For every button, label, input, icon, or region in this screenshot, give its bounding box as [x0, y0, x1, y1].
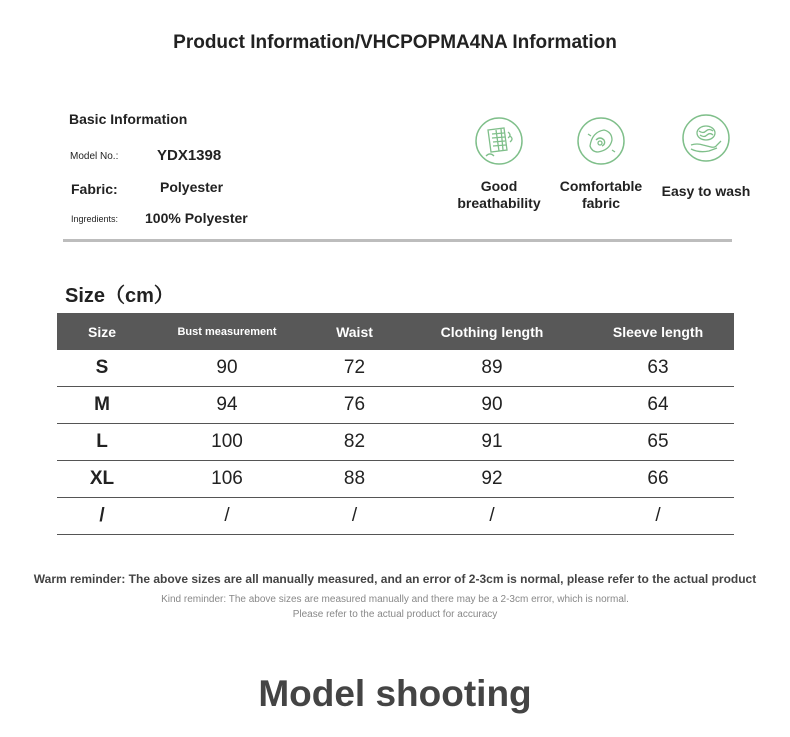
- feature-text-line1: Comfortable: [559, 178, 643, 194]
- cell-clothing-length: /: [402, 498, 582, 535]
- feature-text-line2: breathability: [457, 195, 541, 211]
- cell-clothing-length: 90: [402, 387, 582, 424]
- header-clothing-length: Clothing length: [402, 313, 582, 350]
- cell-clothing-length: 92: [402, 461, 582, 498]
- cell-sleeve-length: 64: [582, 387, 734, 424]
- cell-size: M: [57, 387, 147, 424]
- header-size: Size: [57, 313, 147, 350]
- header-waist: Waist: [307, 313, 402, 350]
- size-title: Size（cm）: [65, 285, 174, 307]
- header-sleeve-length: Sleeve length: [582, 313, 734, 350]
- feature-text-line1: Easy to wash: [661, 183, 751, 199]
- model-label: Model No.:: [70, 151, 119, 162]
- ingredients-value: 100% Polyester: [145, 210, 248, 226]
- cell-waist: /: [307, 498, 402, 535]
- cell-bust: 90: [147, 350, 307, 387]
- header-bust: Bust measurement: [147, 313, 307, 350]
- cell-bust: 106: [147, 461, 307, 498]
- kind-reminder-accuracy: Please refer to the actual product for accuracy: [292, 609, 498, 620]
- cell-clothing-length: 91: [402, 424, 582, 461]
- page-title: Product Information/VHCPOPMA4NA Information: [173, 32, 617, 53]
- fabric-label: Fabric:: [71, 181, 118, 197]
- cell-size: XL: [57, 461, 147, 498]
- cell-size: /: [57, 498, 147, 535]
- cell-sleeve-length: 65: [582, 424, 734, 461]
- warm-reminder: Warm reminder: The above sizes are all manually measured, and an error of 2-3cm is normal, please refer to the actual product: [33, 572, 757, 586]
- cell-waist: 88: [307, 461, 402, 498]
- cell-sleeve-length: 63: [582, 350, 734, 387]
- cell-waist: 82: [307, 424, 402, 461]
- kind-reminder: Kind reminder: The above sizes are measured manually and there may be a 2-3cm error, which is normal.: [161, 594, 629, 605]
- comfort-fabric-icon: [576, 116, 626, 166]
- size-table: [57, 313, 734, 535]
- cell-size: S: [57, 350, 147, 387]
- basic-info-title: Basic Information: [69, 111, 188, 127]
- model-shooting-title: Model shooting: [258, 673, 532, 714]
- cell-bust: 100: [147, 424, 307, 461]
- cell-bust: 94: [147, 387, 307, 424]
- feature-text-line1: Good: [480, 178, 518, 194]
- cell-waist: 76: [307, 387, 402, 424]
- breathability-icon: [474, 116, 524, 166]
- cell-bust: /: [147, 498, 307, 535]
- table-row: [57, 424, 734, 461]
- table-row: [57, 387, 734, 424]
- model-value: YDX1398: [157, 147, 222, 164]
- cell-sleeve-length: /: [582, 498, 734, 535]
- feature-breathability: [449, 116, 549, 212]
- fabric-value: Polyester: [160, 179, 224, 195]
- table-row: [57, 498, 734, 535]
- feature-text-line2: fabric: [581, 195, 621, 211]
- feature-comfortable-fabric: [551, 116, 651, 212]
- section-divider: [63, 239, 732, 242]
- cell-sleeve-length: 66: [582, 461, 734, 498]
- table-row: [57, 461, 734, 498]
- cell-waist: 72: [307, 350, 402, 387]
- ingredients-label: Ingredients:: [71, 214, 119, 224]
- cell-clothing-length: 89: [402, 350, 582, 387]
- table-header-row: [57, 313, 734, 350]
- feature-easy-wash: [656, 113, 756, 200]
- easy-wash-icon: [681, 113, 731, 163]
- table-row: [57, 350, 734, 387]
- cell-size: L: [57, 424, 147, 461]
